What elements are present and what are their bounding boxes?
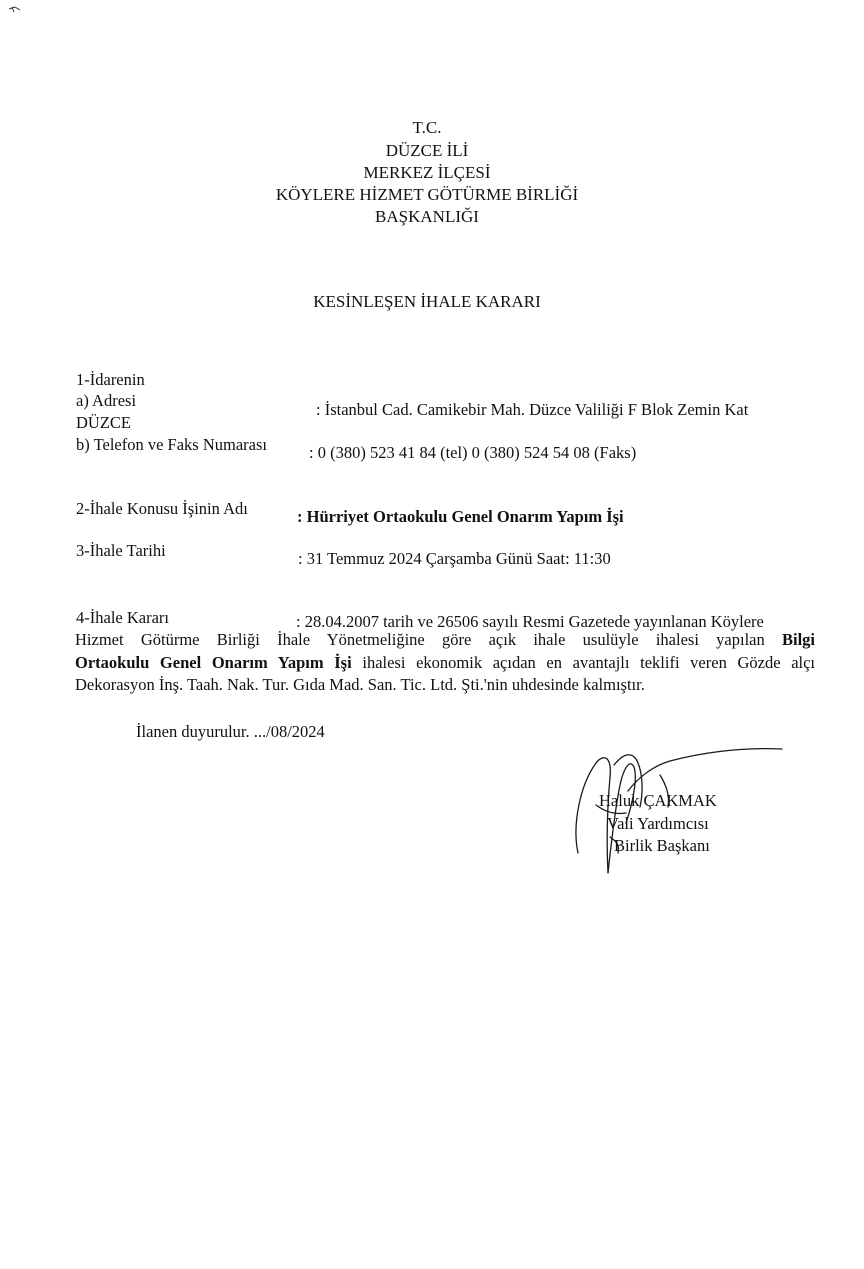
phone-label: b) Telefon ve Faks Numarası [76,435,267,454]
header-district: MERKEZ İLÇESİ [363,163,491,182]
section4-line3 [75,652,815,675]
phone-value: : 0 (380) 523 41 84 (tel) 0 (380) 524 54 08 (Faks) [309,443,637,462]
signer-name: Haluk ÇAKMAK [599,791,717,810]
stray-mark-icon [8,4,22,14]
section3-label: 3-İhale Tarihi [76,541,166,560]
address-value: : İstanbul Cad. Camikebir Mah. Düzce Valiliği F Blok Zemin Kat [316,400,749,419]
section4-line2-bold: Bilgi [782,630,816,649]
section4-line3-text: ihalesi ekonomik açıdan en avantajlı teklifi veren Gözde alçı [362,652,816,672]
section4-line4: Dekorasyon İnş. Taah. Nak. Tur. Gıda Mad. San. Tic. Ltd. Şti.'nin uhdesinde kalmıştır. [75,675,645,694]
section4-line3-bold: Ortaokulu Genel Onarım Yapım İşi [75,652,352,672]
section4-line1-value: : 28.04.2007 tarih ve 26506 sayılı Resmi Gazetede yayınlanan Köylere [296,612,764,631]
signer-position: Birlik Başkanı [614,836,710,855]
section4-paragraph [75,629,815,697]
address-city: DÜZCE [76,413,131,432]
header-province: DÜZCE İLİ [385,141,469,160]
section4-line2-text: Hizmet Götürme Birliği İhale Yönetmeliğine göre açık ihale usulüyle ihalesi yapılan [75,630,765,649]
handwritten-signature [570,745,800,880]
section4-label: 4-İhale Kararı [76,608,169,627]
header-union: KÖYLERE HİZMET GÖTÜRME BİRLİĞİ [275,185,579,204]
header-presidency: BAŞKANLIĞI [375,207,479,226]
section4-line2 [75,629,815,652]
header-tc: T.C. [412,118,442,137]
section2-value: : Hürriyet Ortaokulu Genel Onarım Yapım İşi [297,507,624,526]
section1-heading: 1-İdarenin [76,370,145,389]
address-label: a) Adresi [76,391,137,410]
signature-block [570,745,800,880]
announcement: İlanen duyurulur. .../08/2024 [136,722,325,741]
signer-title: Vali Yardımcısı [607,814,709,833]
document-title: KESİNLEŞEN İHALE KARARI [313,292,541,311]
section3-value: : 31 Temmuz 2024 Çarşamba Günü Saat: 11:30 [298,549,611,568]
section2-label: 2-İhale Konusu İşinin Adı [76,499,248,518]
